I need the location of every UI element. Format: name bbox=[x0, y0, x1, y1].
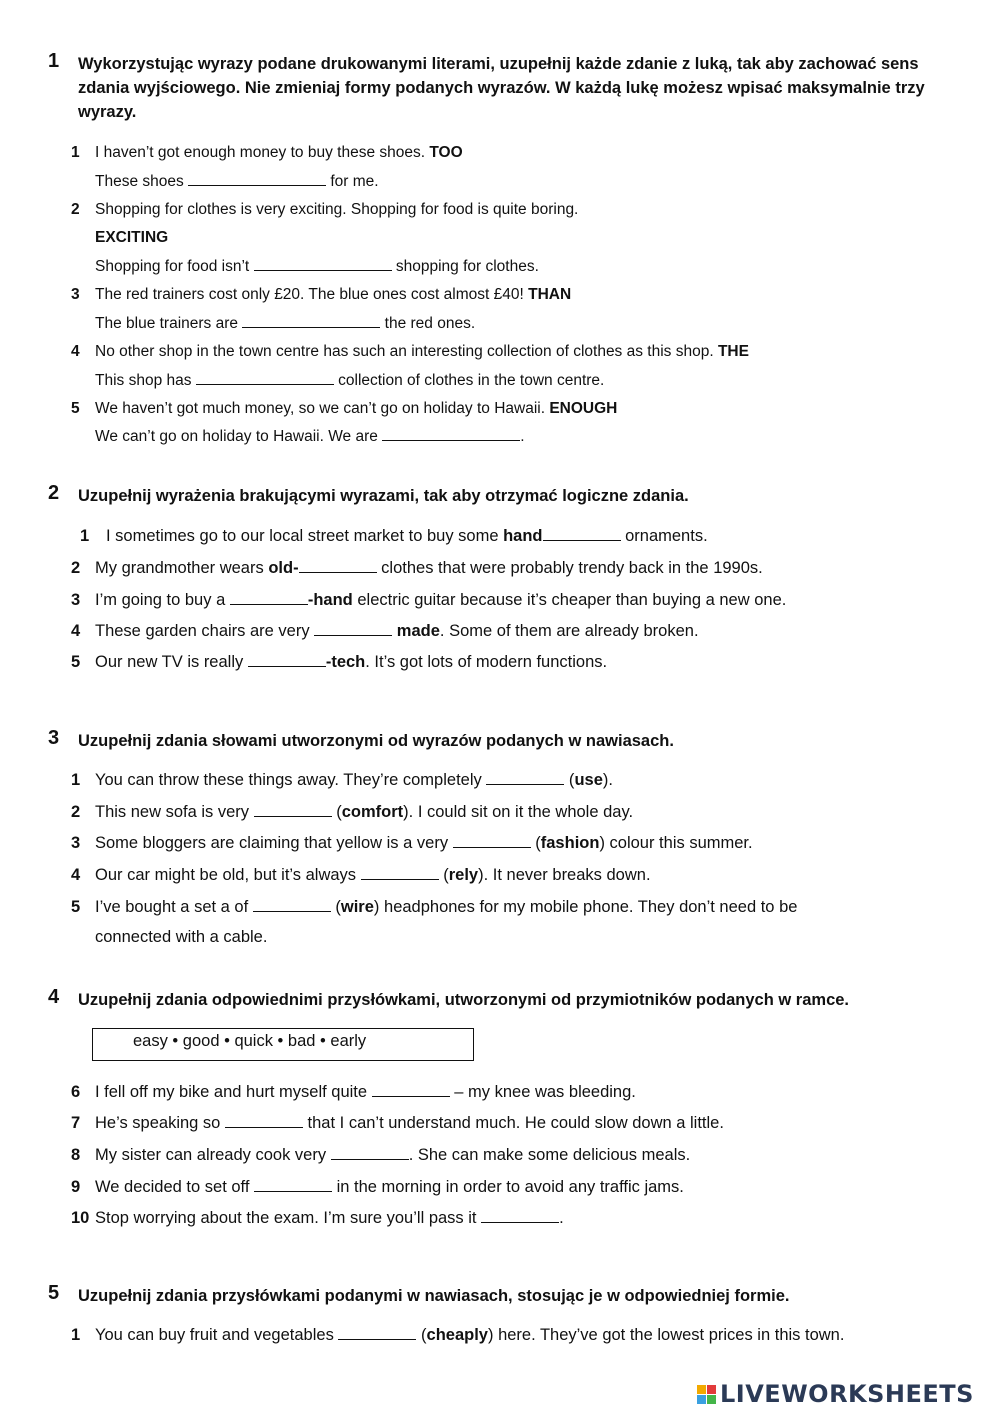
item-number: 5 bbox=[71, 898, 81, 916]
section-instruction: Uzupełnij zdania słowami utworzonymi od wyrazów podanych w nawiasach. bbox=[78, 732, 674, 750]
exercise-sentence: My grandmother wears old- clothes that were probably trendy back in the 1990s. bbox=[95, 559, 763, 577]
exercise-sentence: I sometimes go to our local street market to buy some hand ornaments. bbox=[106, 527, 708, 545]
liveworksheets-logo[interactable] bbox=[697, 1380, 974, 1408]
exercise-sentence: We haven’t got much money, so we can’t go on holiday to Hawaii. ENOUGH bbox=[95, 400, 618, 417]
answer-blank[interactable] bbox=[331, 1147, 409, 1160]
answer-blank[interactable] bbox=[481, 1210, 559, 1223]
section-number: 5 bbox=[48, 1282, 60, 1304]
item-number: 6 bbox=[71, 1083, 81, 1101]
item-number: 4 bbox=[71, 343, 80, 360]
item-number: 8 bbox=[71, 1146, 81, 1164]
exercise-sentence: Our car might be old, but it’s always (rely). It never breaks down. bbox=[95, 866, 651, 884]
answer-blank[interactable] bbox=[248, 654, 326, 667]
exercise-answer-line: This shop has collection of clothes in the town centre. bbox=[95, 372, 605, 389]
exercise-answer-line: These shoes for me. bbox=[95, 173, 379, 190]
answer-blank[interactable] bbox=[486, 772, 564, 785]
answer-blank[interactable] bbox=[225, 1115, 303, 1128]
liveworksheets-logo-icon bbox=[697, 1385, 716, 1404]
answer-blank[interactable] bbox=[188, 173, 326, 186]
exercise-sentence: We decided to set off in the morning in order to avoid any traffic jams. bbox=[95, 1178, 684, 1196]
item-number: 5 bbox=[71, 400, 80, 417]
exercise-sentence: I haven’t got enough money to buy these shoes. TOO bbox=[95, 144, 463, 161]
item-number: 2 bbox=[71, 559, 81, 577]
word-box-words: easy • good • quick • bad • early bbox=[133, 1032, 367, 1050]
item-number: 3 bbox=[71, 286, 80, 303]
item-number: 1 bbox=[71, 144, 80, 161]
exercise-sentence: I’ve bought a set a of (wire) headphones for my mobile phone. They don’t need to be bbox=[95, 898, 798, 916]
section-instruction: Uzupełnij zdania przysłówkami podanymi w nawiasach, stosując je w odpowiedniej formie. bbox=[78, 1287, 790, 1305]
keyword: EXCITING bbox=[95, 229, 169, 246]
item-number: 9 bbox=[71, 1178, 81, 1196]
answer-blank[interactable] bbox=[254, 258, 392, 271]
answer-blank[interactable] bbox=[361, 867, 439, 880]
exercise-answer-line: We can’t go on holiday to Hawaii. We are . bbox=[95, 428, 525, 445]
logo-text: LIVEWORKSHEETS bbox=[720, 1380, 974, 1408]
exercise-sentence: You can throw these things away. They’re completely (use). bbox=[95, 771, 613, 789]
answer-blank[interactable] bbox=[196, 372, 334, 385]
section-instruction: Uzupełnij zdania odpowiednimi przysłówkami, utworzonymi od przymiotników podanych w ramce. bbox=[78, 991, 850, 1009]
word-box bbox=[92, 1028, 474, 1061]
answer-blank[interactable] bbox=[372, 1084, 450, 1097]
section-number: 3 bbox=[48, 727, 60, 749]
item-number: 1 bbox=[71, 771, 81, 789]
item-number: 3 bbox=[71, 834, 81, 852]
answer-blank[interactable] bbox=[254, 1179, 332, 1192]
exercise-sentence: Shopping for clothes is very exciting. Shopping for food is quite boring. bbox=[95, 201, 579, 218]
exercise-sentence: The red trainers cost only £20. The blue ones cost almost £40! THAN bbox=[95, 286, 572, 303]
exercise-answer-line: The blue trainers are the red ones. bbox=[95, 315, 476, 332]
item-number: 4 bbox=[71, 866, 81, 884]
exercise-sentence-continuation: connected with a cable. bbox=[95, 928, 268, 946]
item-number: 2 bbox=[71, 201, 80, 218]
answer-blank[interactable] bbox=[543, 528, 621, 541]
answer-blank[interactable] bbox=[254, 804, 332, 817]
exercise-sentence: I’m going to buy a -hand electric guitar because it’s cheaper than buying a new one. bbox=[95, 591, 787, 609]
exercise-answer-line: Shopping for food isn’t shopping for clothes. bbox=[95, 258, 539, 275]
item-number: 10 bbox=[71, 1209, 90, 1227]
exercise-sentence: He’s speaking so that I can’t understand much. He could slow down a little. bbox=[95, 1114, 724, 1132]
exercise-sentence: Our new TV is really -tech. It’s got lots of modern functions. bbox=[95, 653, 608, 671]
exercise-sentence: I fell off my bike and hurt myself quite – my knee was bleeding. bbox=[95, 1083, 636, 1101]
item-number: 7 bbox=[71, 1114, 81, 1132]
answer-blank[interactable] bbox=[453, 835, 531, 848]
answer-blank[interactable] bbox=[299, 560, 377, 573]
section-number: 2 bbox=[48, 482, 60, 504]
item-number: 5 bbox=[71, 653, 81, 671]
exercise-sentence: My sister can already cook very . She can make some delicious meals. bbox=[95, 1146, 691, 1164]
exercise-sentence: You can buy fruit and vegetables (cheaply) here. They’ve got the lowest prices in this town. bbox=[95, 1326, 845, 1344]
item-number: 1 bbox=[71, 1326, 81, 1344]
section-instruction: Wykorzystując wyrazy podane drukowanymi literami, uzupełnij każde zdanie z luką, tak aby zachować sens zdania wyjściowego. Nie zmieniaj formy podanych wyrazów. W każdą lukę możesz wpisać maksymalnie trzy wyrazy. bbox=[78, 55, 925, 121]
exercise-sentence: No other shop in the town centre has such an interesting collection of clothes as this shop. THE bbox=[95, 343, 749, 360]
section-number: 4 bbox=[48, 986, 60, 1008]
answer-blank[interactable] bbox=[382, 428, 520, 441]
answer-blank[interactable] bbox=[230, 592, 308, 605]
item-number: 3 bbox=[71, 591, 81, 609]
answer-blank[interactable] bbox=[338, 1327, 416, 1340]
section-number: 1 bbox=[48, 50, 60, 72]
item-number: 4 bbox=[71, 622, 81, 640]
answer-blank[interactable] bbox=[314, 623, 392, 636]
exercise-sentence: Stop worrying about the exam. I’m sure you’ll pass it . bbox=[95, 1209, 564, 1227]
exercise-sentence: This new sofa is very (comfort). I could sit on it the whole day. bbox=[95, 803, 634, 821]
section-instruction: Uzupełnij wyrażenia brakującymi wyrazami, tak aby otrzymać logiczne zdania. bbox=[78, 487, 689, 505]
exercise-sentence: These garden chairs are very made. Some of them are already broken. bbox=[95, 622, 699, 640]
item-number: 1 bbox=[80, 527, 90, 545]
answer-blank[interactable] bbox=[242, 315, 380, 328]
item-number: 2 bbox=[71, 803, 81, 821]
answer-blank[interactable] bbox=[253, 899, 331, 912]
exercise-sentence: Some bloggers are claiming that yellow is a very (fashion) colour this summer. bbox=[95, 834, 753, 852]
